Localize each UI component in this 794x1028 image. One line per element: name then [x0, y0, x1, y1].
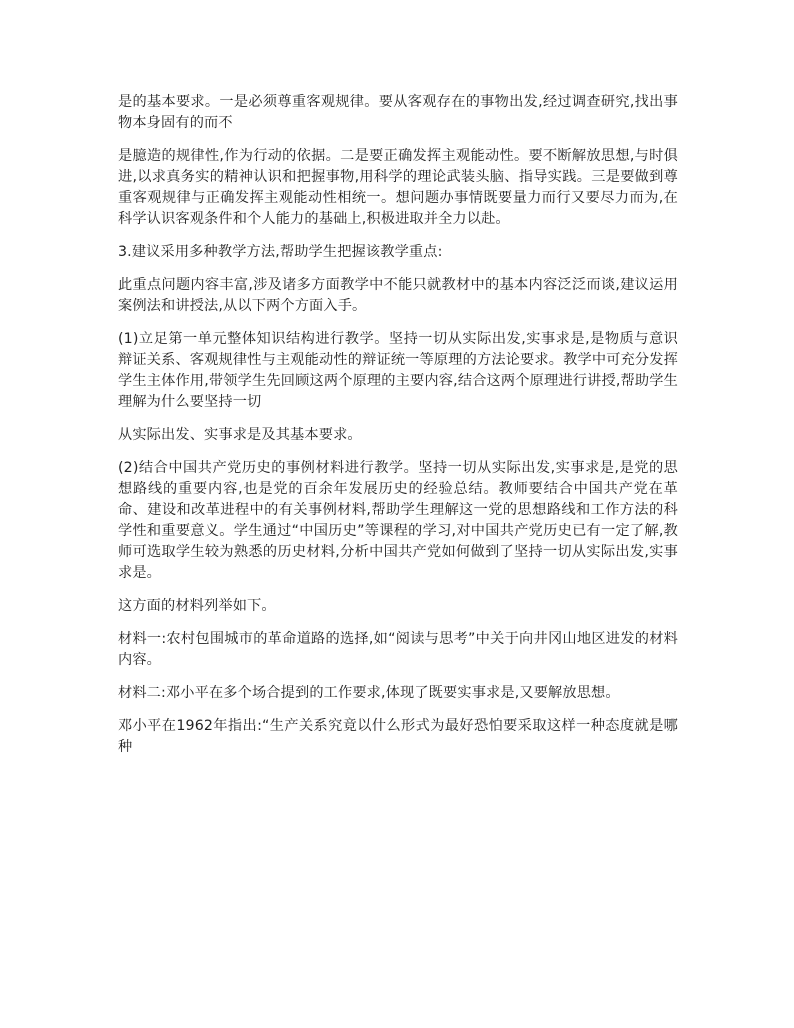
paragraph-basic-requirements-cont: 是臆造的规律性,作为行动的依据。二是要正确发挥主观能动性。要不断解放思想,与时俱进,以求真务实的精神认识和把握事物,用科学的理论武装头脑、指导实践。三是要做到尊重客观规律与正确发挥主观能动性相统一。想问题办事情既要量力而行又要尽力而为,在科学认识客观条件和个人能力的基础上,积极进取并全力以赴。 — [118, 148, 678, 227]
document-page — [118, 92, 678, 770]
paragraph-materials-intro: 这方面的材料列举如下。 — [118, 598, 276, 614]
paragraph-teaching-overview: 此重点问题内容丰富,涉及诸多方面教学中不能只就教材中的基本内容泛泛而谈,建议运用案例法和讲授法,从以下两个方面入手。 — [118, 277, 678, 314]
paragraph-material-1: 材料一:农村包围城市的革命道路的选择,如“阅读与思考”中关于向井冈山地区进发的材料内容。 — [118, 631, 678, 668]
paragraph-material-2: 材料二:邓小平在多个场合提到的工作要求,体现了既要实事求是,又要解放思想。 — [118, 685, 620, 701]
paragraph-method-1-cont: 从实际出发、实事求是及其基本要求。 — [118, 427, 362, 443]
paragraph-basic-requirements-start: 是的基本要求。一是必须尊重客观规律。要从客观存在的事物出发,经过调查研究,找出事物本身固有的而不 — [118, 94, 678, 131]
paragraph-method-1: (1)立足第一单元整体知识结构进行教学。坚持一切从实际出发,实事求是,是物质与意识辩证关系、客观规律性与主观能动性的辩证统一等原理的方法论要求。教学中可充分发挥学生主体作用,带领学生先回顾这两个原理的主要内容,结合这两个原理进行讲授,帮助学生理解为什么要坚持一切 — [118, 331, 678, 410]
paragraph-teaching-suggestion-heading: 3.建议采用多种教学方法,帮助学生把握该教学重点: — [118, 244, 443, 260]
paragraph-method-2: (2)结合中国共产党历史的事例材料进行教学。坚持一切从实际出发,实事求是,是党的思想路线的重要内容,也是党的百余年发展历史的经验总结。教师要结合中国共产党在革命、建设和改革进程中的有关事例材料,帮助学生理解这一党的思想路线和工作方法的科学性和重要意义。学生通过“中国历史”等课程的学习,对中国共产党历史已有一定了解,教师可选取学生较为熟悉的历史材料,分析中国共产党如何做到了坚持一切从实际出发,实事求是。 — [118, 460, 678, 581]
paragraph-deng-quote: 邓小平在1962年指出:“生产关系究竟以什么形式为最好恐怕要采取这样一种态度就是哪种 — [118, 718, 678, 755]
